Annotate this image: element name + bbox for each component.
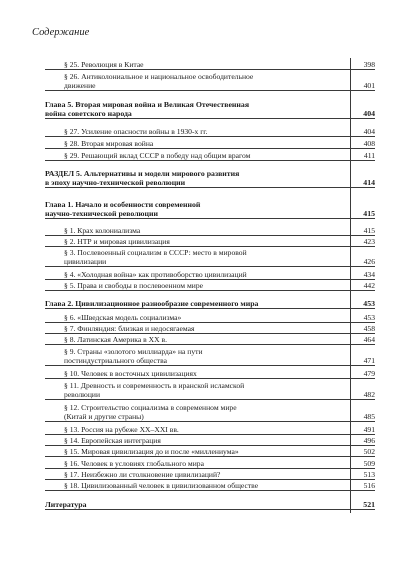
toc-entry-title: § 8. Латинская Америка в XX в. xyxy=(64,335,167,344)
toc-entry-title: § 29. Решающий вклад СССР в победу над общим врагом xyxy=(64,151,251,160)
toc-page-number: 479 xyxy=(363,369,375,378)
toc-entry-row xyxy=(45,481,375,491)
toc-page-number: 458 xyxy=(363,324,375,333)
page-header: Содержание xyxy=(32,27,90,38)
toc-entry-row xyxy=(45,369,375,379)
toc-entry-row xyxy=(45,127,375,137)
toc-entry-row xyxy=(45,470,375,480)
toc-entry-row xyxy=(45,425,375,435)
toc-page-number: 442 xyxy=(363,281,375,290)
toc-page-number: 496 xyxy=(363,436,375,445)
toc-section-row xyxy=(45,299,375,309)
toc-entry-title: § 2. НТР и мировая цивилизация xyxy=(64,237,170,246)
toc-entry-row xyxy=(45,226,375,236)
toc-page-number: 411 xyxy=(363,151,375,160)
toc-page-number: 408 xyxy=(363,139,375,148)
toc-entry-row xyxy=(45,313,375,323)
toc-entry-row xyxy=(45,447,375,457)
toc-entry-title: § 26. Антиколониальное и национальное освободительное движение xyxy=(64,72,254,90)
toc-entry-row xyxy=(45,151,375,161)
toc-page-number: 485 xyxy=(363,412,375,421)
toc-page-number: 434 xyxy=(363,270,375,279)
toc-entry-row xyxy=(45,335,375,345)
toc-entry-title: § 5. Права и свободы в послевоенном мире xyxy=(64,281,204,290)
toc-entry-title: § 3. Послевоенный социализм в СССР: место в мировой цивилизации xyxy=(64,248,247,266)
toc-entry-row xyxy=(45,237,375,247)
toc-entry-title: § 18. Цивилизованный человек в цивилизованном обществе xyxy=(64,481,259,490)
toc-entry-title: РАЗДЕЛ 5. Альтернативы и модели мирового развития в эпоху научно-технической революции xyxy=(45,169,240,187)
toc-entry-title: § 6. «Шведская модель социализма» xyxy=(64,313,182,322)
toc-entry-title: § 12. Строительство социализма в современном мире (Китай и другие страны) xyxy=(64,403,237,421)
toc-entry-title: Литература xyxy=(45,500,87,509)
toc-page-number: 415 xyxy=(363,226,375,235)
toc-page-number: 509 xyxy=(363,459,375,468)
toc-section-row xyxy=(45,100,375,119)
toc-page-number: 404 xyxy=(363,127,375,136)
toc-entry-row xyxy=(45,324,375,334)
toc-entry-title: § 13. Россия на рубеже XX–XXI вв. xyxy=(64,425,179,434)
toc-entry-title: § 1. Крах колониализма xyxy=(64,226,141,235)
toc-page-number: 423 xyxy=(363,237,375,246)
toc-entry-title: § 27. Усиление опасности войны в 1930-х гг. xyxy=(64,127,208,136)
toc-entry-title: § 10. Человек в восточных цивилизациях xyxy=(64,369,197,378)
toc-entry-title: § 16. Человек в условиях глобального мира xyxy=(64,459,204,468)
toc-entry-title: Глава 2. Цивилизационное разнообразие современного мира xyxy=(45,299,259,308)
toc-page-number: 398 xyxy=(363,60,375,69)
toc-page-number: 464 xyxy=(363,335,375,344)
toc-page-number: 414 xyxy=(363,178,375,187)
toc-entry-row xyxy=(45,72,375,91)
toc-entry-title: § 11. Древность и современность в иранской исламской революции xyxy=(64,381,245,399)
toc-page-number: 401 xyxy=(363,81,375,90)
toc-entry-title: Глава 1. Начало и особенности современной научно-технической революции xyxy=(45,200,201,218)
toc-entry-title: § 25. Революция в Китае xyxy=(64,60,144,69)
toc-page-number: 453 xyxy=(363,313,375,322)
toc-entry-row xyxy=(45,281,375,291)
page-column-divider xyxy=(350,58,351,513)
toc-entry-title: § 4. «Холодная война» как противоборство цивилизаций xyxy=(64,270,247,279)
toc-page-number: 426 xyxy=(363,257,375,266)
toc-entry-row xyxy=(45,139,375,149)
toc-entry-row xyxy=(45,436,375,446)
toc-entry-row xyxy=(45,403,375,422)
toc-section-row xyxy=(45,200,375,219)
toc-entry-row xyxy=(45,347,375,366)
toc-page-number: 521 xyxy=(363,500,375,509)
toc-entry-row xyxy=(45,381,375,400)
toc-entry-title: § 7. Финляндия: близкая и недосягаемая xyxy=(64,324,195,333)
toc-entry-title: Глава 5. Вторая мировая война и Великая Отечественная война советского народа xyxy=(45,100,250,118)
toc-section-row xyxy=(45,500,375,510)
toc-page-number: 491 xyxy=(363,425,375,434)
toc-entry-title: § 9. Страны «золотого миллиарда» на пути постиндустриального общества xyxy=(64,347,203,365)
toc-entry-row xyxy=(45,459,375,469)
toc-page-number: 516 xyxy=(363,481,375,490)
toc-entry-row xyxy=(45,270,375,280)
toc-page-number: 415 xyxy=(363,209,375,218)
toc-entry-row xyxy=(45,60,375,70)
toc-entry-row xyxy=(45,248,375,267)
toc-section-row xyxy=(45,169,375,188)
toc-entry-title: § 15. Мировая цивилизация до и после «миллениума» xyxy=(64,447,239,456)
toc-page-number: 502 xyxy=(363,447,375,456)
toc-page-number: 482 xyxy=(363,390,375,399)
toc-page-number: 513 xyxy=(363,470,375,479)
toc-page-number: 471 xyxy=(363,356,375,365)
toc-entry-title: § 14. Европейская интеграция xyxy=(64,436,161,445)
toc-entry-title: § 17. Неизбежно ли столкновение цивилизаций? xyxy=(64,470,221,479)
toc-page-number: 404 xyxy=(363,109,375,118)
toc-page-number: 453 xyxy=(363,299,375,308)
toc-entry-title: § 28. Вторая мировая война xyxy=(64,139,154,148)
